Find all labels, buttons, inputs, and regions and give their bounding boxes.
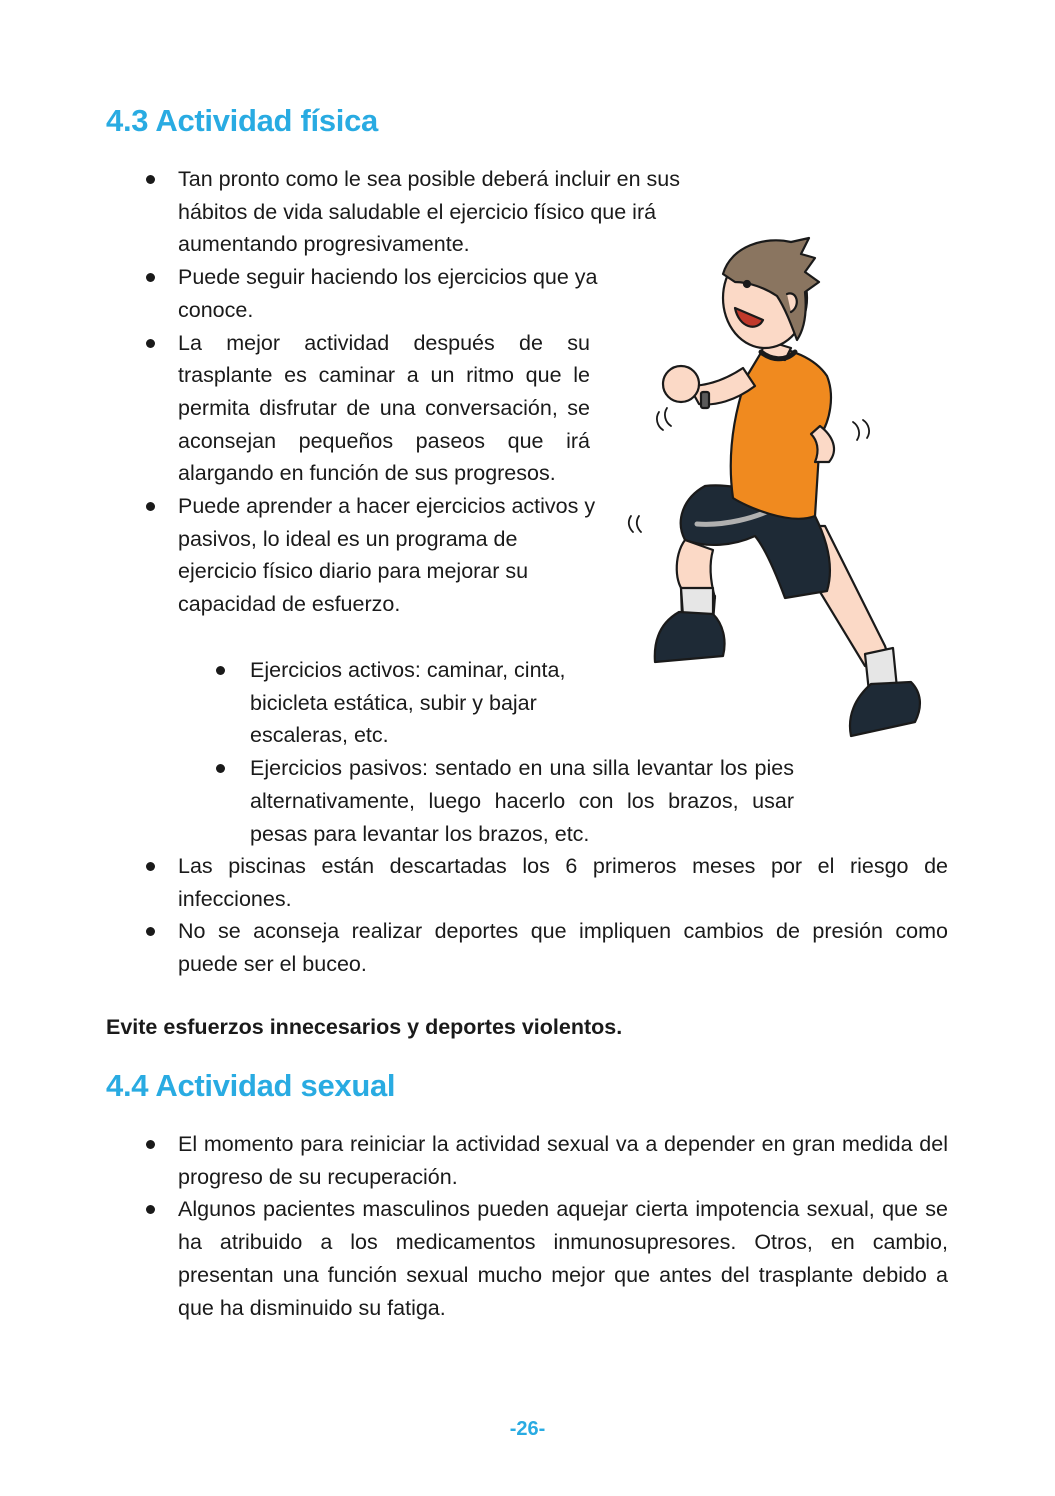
list-item: La mejor actividad después de su trasplante es caminar a un ritmo que le permita disfrutar de una conversación, se aconsejan pequeños paseos que irá alargando en función de sus progresos. [106,327,590,491]
list-item: No se aconseja realizar deportes que impliquen cambios de presión como puede ser el buceo. [106,915,948,980]
eye [744,281,750,287]
front-shoe [655,612,725,662]
wristwatch [701,392,709,408]
motion-mark [853,420,869,440]
running-man-illustration [615,236,935,746]
back-shoe [850,682,920,736]
motion-mark [657,408,671,430]
sexual-activity-list [106,1128,948,1324]
list-item: Puede seguir haciendo los ejercicios que ya conoce. [106,261,658,326]
front-fist [663,366,699,402]
physical-activity-list-continued [106,850,948,981]
sublist-item: Ejercicios activos: caminar, cinta, bicicleta estática, subir y bajar escaleras, etc. [178,654,590,752]
section-title-actividad-sexual: 4.4 Actividad sexual [106,1068,396,1103]
list-item: Las piscinas están descartadas los 6 primeros meses por el riesgo de infecciones. [106,850,948,915]
list-item: El momento para reiniciar la actividad sexual va a depender en gran medida del progreso de su recuperación. [106,1128,948,1193]
sublist-item: Ejercicios pasivos: sentado en una silla levantar los pies alternativamente, luego hacerlo con los brazos, usar pesas para levantar los brazos, etc. [178,752,794,850]
page-number: -26- [509,1418,546,1440]
list-item: Tan pronto como le sea posible deberá incluir en sus hábitos de vida saludable el ejercicio físico que irá aumentando progresivamente. [106,163,706,261]
warning-note: Evite esfuerzos innecesarios y deportes violentos. [106,1015,623,1039]
section-title-actividad-fisica: 4.3 Actividad física [106,103,378,138]
motion-mark [629,516,641,532]
list-item: Puede aprender a hacer ejercicios activos y pasivos, lo ideal es un programa de ejercicio físico diario para mejorar su capacidad de esfuerzo. [106,490,596,621]
list-item: Algunos pacientes masculinos pueden aquejar cierta impotencia sexual, que se ha atribuido a los medicamentos inmunosupresores. Otros, en cambio, presentan una función sexual mucho mejor que antes del trasplante debido a que ha disminuido su fatiga. [106,1193,948,1324]
